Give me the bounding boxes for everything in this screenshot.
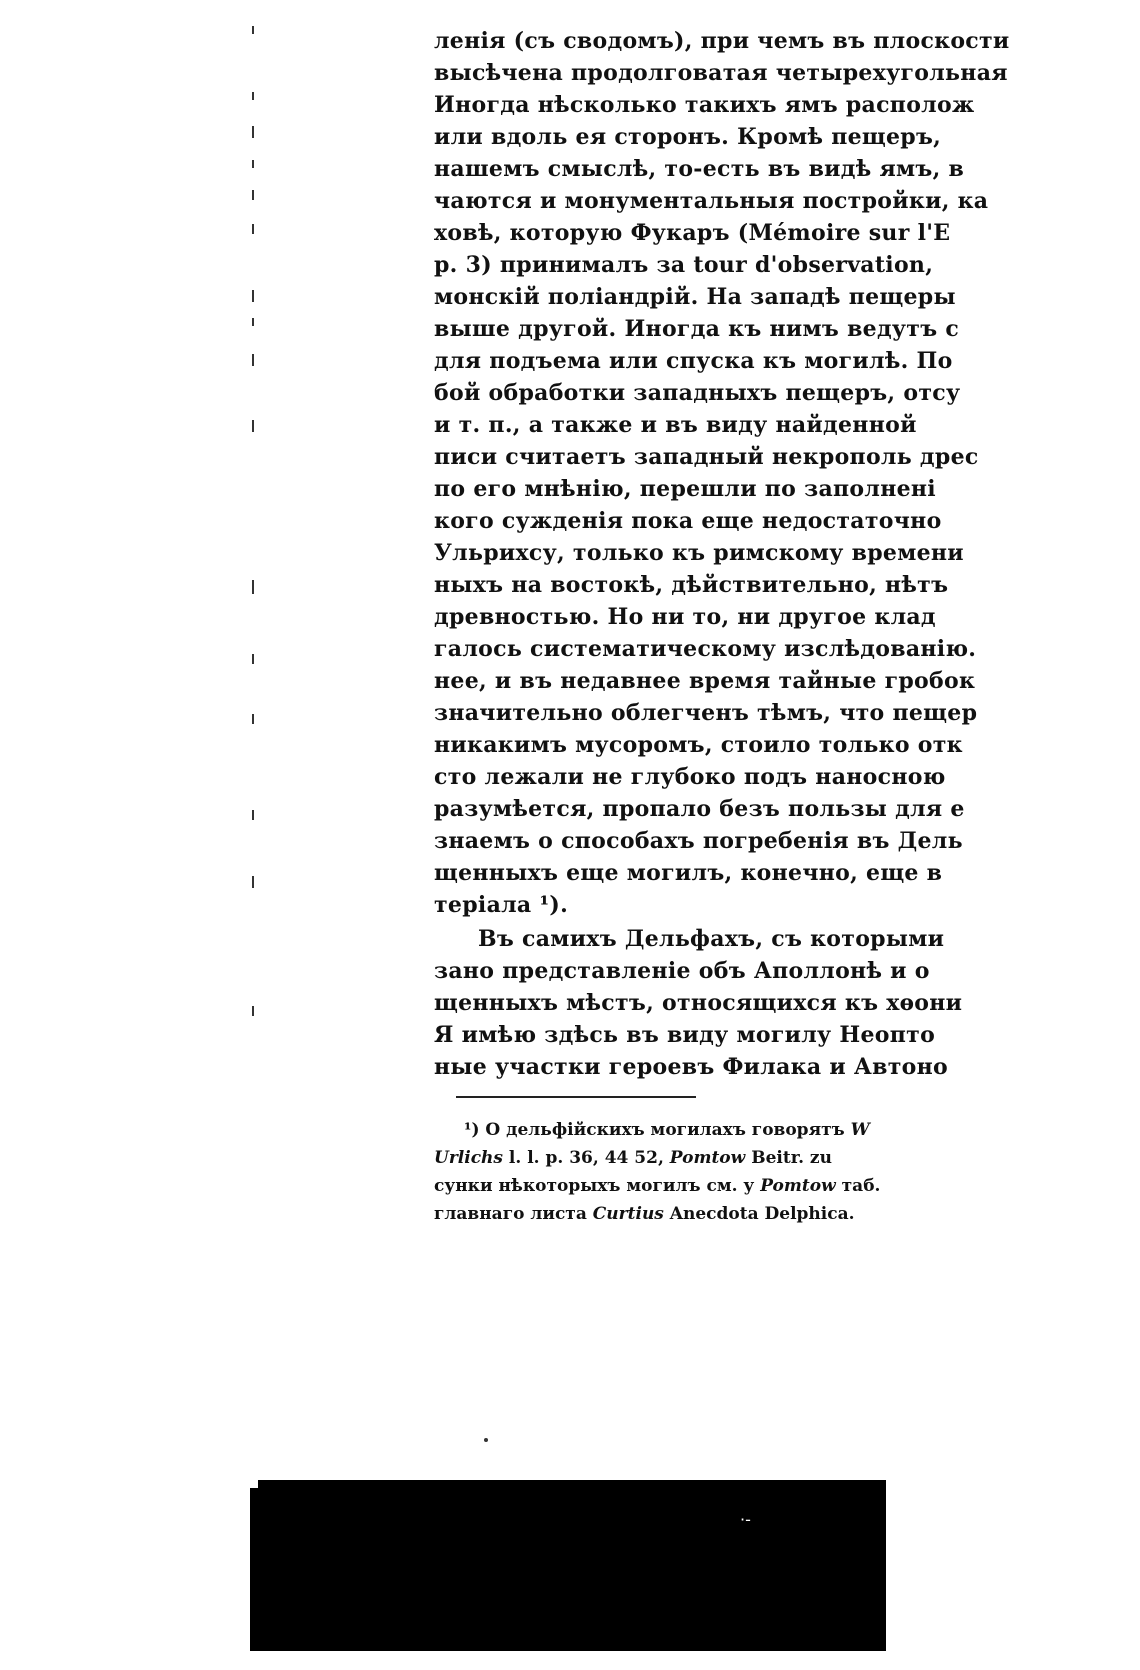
footnote-text: главнаго листа xyxy=(434,1204,587,1224)
body-line: ныхъ на востокѣ, дѣйствительно, нѣтъ xyxy=(434,572,949,598)
body-line: галось систематическому изслѣдованію. xyxy=(434,636,977,662)
footnote-author: Pomtow xyxy=(669,1148,746,1168)
body-line: p. 3) принималъ за tour d'observation, xyxy=(434,252,934,278)
margin-speck xyxy=(252,1006,254,1016)
margin-speck xyxy=(252,714,254,724)
margin-speck xyxy=(252,420,254,432)
margin-speck xyxy=(252,318,254,326)
margin-speck xyxy=(252,354,254,366)
body-line: или вдоль ея сторонъ. Кромѣ пещеръ, xyxy=(434,124,942,150)
footnote-marker: ¹) xyxy=(464,1120,480,1140)
footnote-text: Beitr. zu xyxy=(751,1148,832,1168)
margin-speck xyxy=(252,580,254,594)
footnote-text: сунки нѣкоторыхъ могилъ см. у xyxy=(434,1176,755,1196)
footnote-author: Curtius xyxy=(592,1204,664,1224)
body-line: Ульрихсу, только къ римскому времени xyxy=(434,540,964,566)
body-line: выше другой. Иногда къ нимъ ведутъ с xyxy=(434,316,960,342)
paragraph-line: щенныхъ мѣстъ, относящихся къ хѳони xyxy=(434,990,963,1016)
body-line: ленія (съ сводомъ), при чемъ въ плоскости xyxy=(434,28,1010,54)
body-line: щенныхъ еще могилъ, конечно, еще в xyxy=(434,860,943,886)
footnote-line xyxy=(434,1146,832,1171)
footnote-line xyxy=(464,1118,870,1143)
footnote-text: l. l. p. 36, 44 52, xyxy=(508,1148,664,1168)
body-line: бой обработки западныхъ пещеръ, отсу xyxy=(434,380,961,406)
margin-speck xyxy=(252,92,254,100)
paragraph-line: Я имѣю здѣсь въ виду могилу Неопто xyxy=(434,1022,936,1048)
footnote-text: О дельфійскихъ могилахъ говорятъ xyxy=(485,1120,845,1140)
margin-speck xyxy=(252,224,254,234)
body-line: кого сужденія пока еще недостаточно xyxy=(434,508,942,534)
scan-mark: ·- xyxy=(740,1510,751,1529)
margin-speck xyxy=(252,160,254,168)
margin-speck xyxy=(252,26,254,34)
margin-speck xyxy=(252,290,254,302)
text-column xyxy=(434,26,1010,1226)
body-line: нашемъ смыслѣ, то-есть въ видѣ ямъ, в xyxy=(434,156,965,182)
margin-speck xyxy=(252,810,254,820)
scan-speck xyxy=(484,1438,488,1442)
paragraph-line: зано представленіе объ Аполлонѣ и о xyxy=(434,958,930,984)
body-line: никакимъ мусоромъ, стоило только отк xyxy=(434,732,963,758)
body-line: знаемъ о способахъ погребенія въ Дель xyxy=(434,828,963,854)
body-line: значительно облегченъ тѣмъ, что пещер xyxy=(434,700,978,726)
footnote-line xyxy=(434,1202,855,1227)
footnote-author: W xyxy=(850,1120,870,1140)
scan-edge-shadow xyxy=(250,1488,886,1651)
footnote-text: таб. xyxy=(841,1176,881,1196)
body-line: Иногда нѣсколько такихъ ямъ располож xyxy=(434,92,975,118)
body-line: чаются и монументальныя постройки, ка xyxy=(434,188,989,214)
body-line: ховѣ, которую Фукаръ (Mémoire sur l'E xyxy=(434,220,951,246)
margin-speck xyxy=(252,126,254,138)
body-line: разумѣется, пропало безъ пользы для е xyxy=(434,796,965,822)
body-line: сто лежали не глубоко подъ наносною xyxy=(434,764,946,790)
body-line: нее, и въ недавнее время тайные гробок xyxy=(434,668,976,694)
footnote-author: Urlichs xyxy=(434,1148,503,1168)
body-line: писи считаетъ западный некрополь дрес xyxy=(434,444,979,470)
body-line: и т. п., а также и въ виду найденной xyxy=(434,412,917,438)
body-line: монскій поліандрій. На западѣ пещеры xyxy=(434,284,956,310)
footnote-text: Anecdota Delphica. xyxy=(669,1204,855,1224)
footnote-author: Pomtow xyxy=(760,1176,836,1196)
footnote-line xyxy=(434,1174,880,1199)
footnote-divider xyxy=(456,1096,696,1098)
body-line: для подъема или спуска къ могилѣ. По xyxy=(434,348,953,374)
body-line: древностью. Но ни то, ни другое клад xyxy=(434,604,936,630)
body-line: теріала ¹). xyxy=(434,892,569,918)
paragraph-line: Въ самихъ Дельфахъ, съ которыми xyxy=(478,926,945,952)
body-line: высѣчена продолговатая четырехугольная xyxy=(434,60,1008,86)
body-line: по его мнѣнію, перешли по заполнені xyxy=(434,476,936,502)
paragraph-line: ные участки героевъ Филака и Автоно xyxy=(434,1054,949,1080)
margin-speck xyxy=(252,654,254,664)
margin-speck xyxy=(252,190,254,200)
margin-speck xyxy=(252,876,254,888)
